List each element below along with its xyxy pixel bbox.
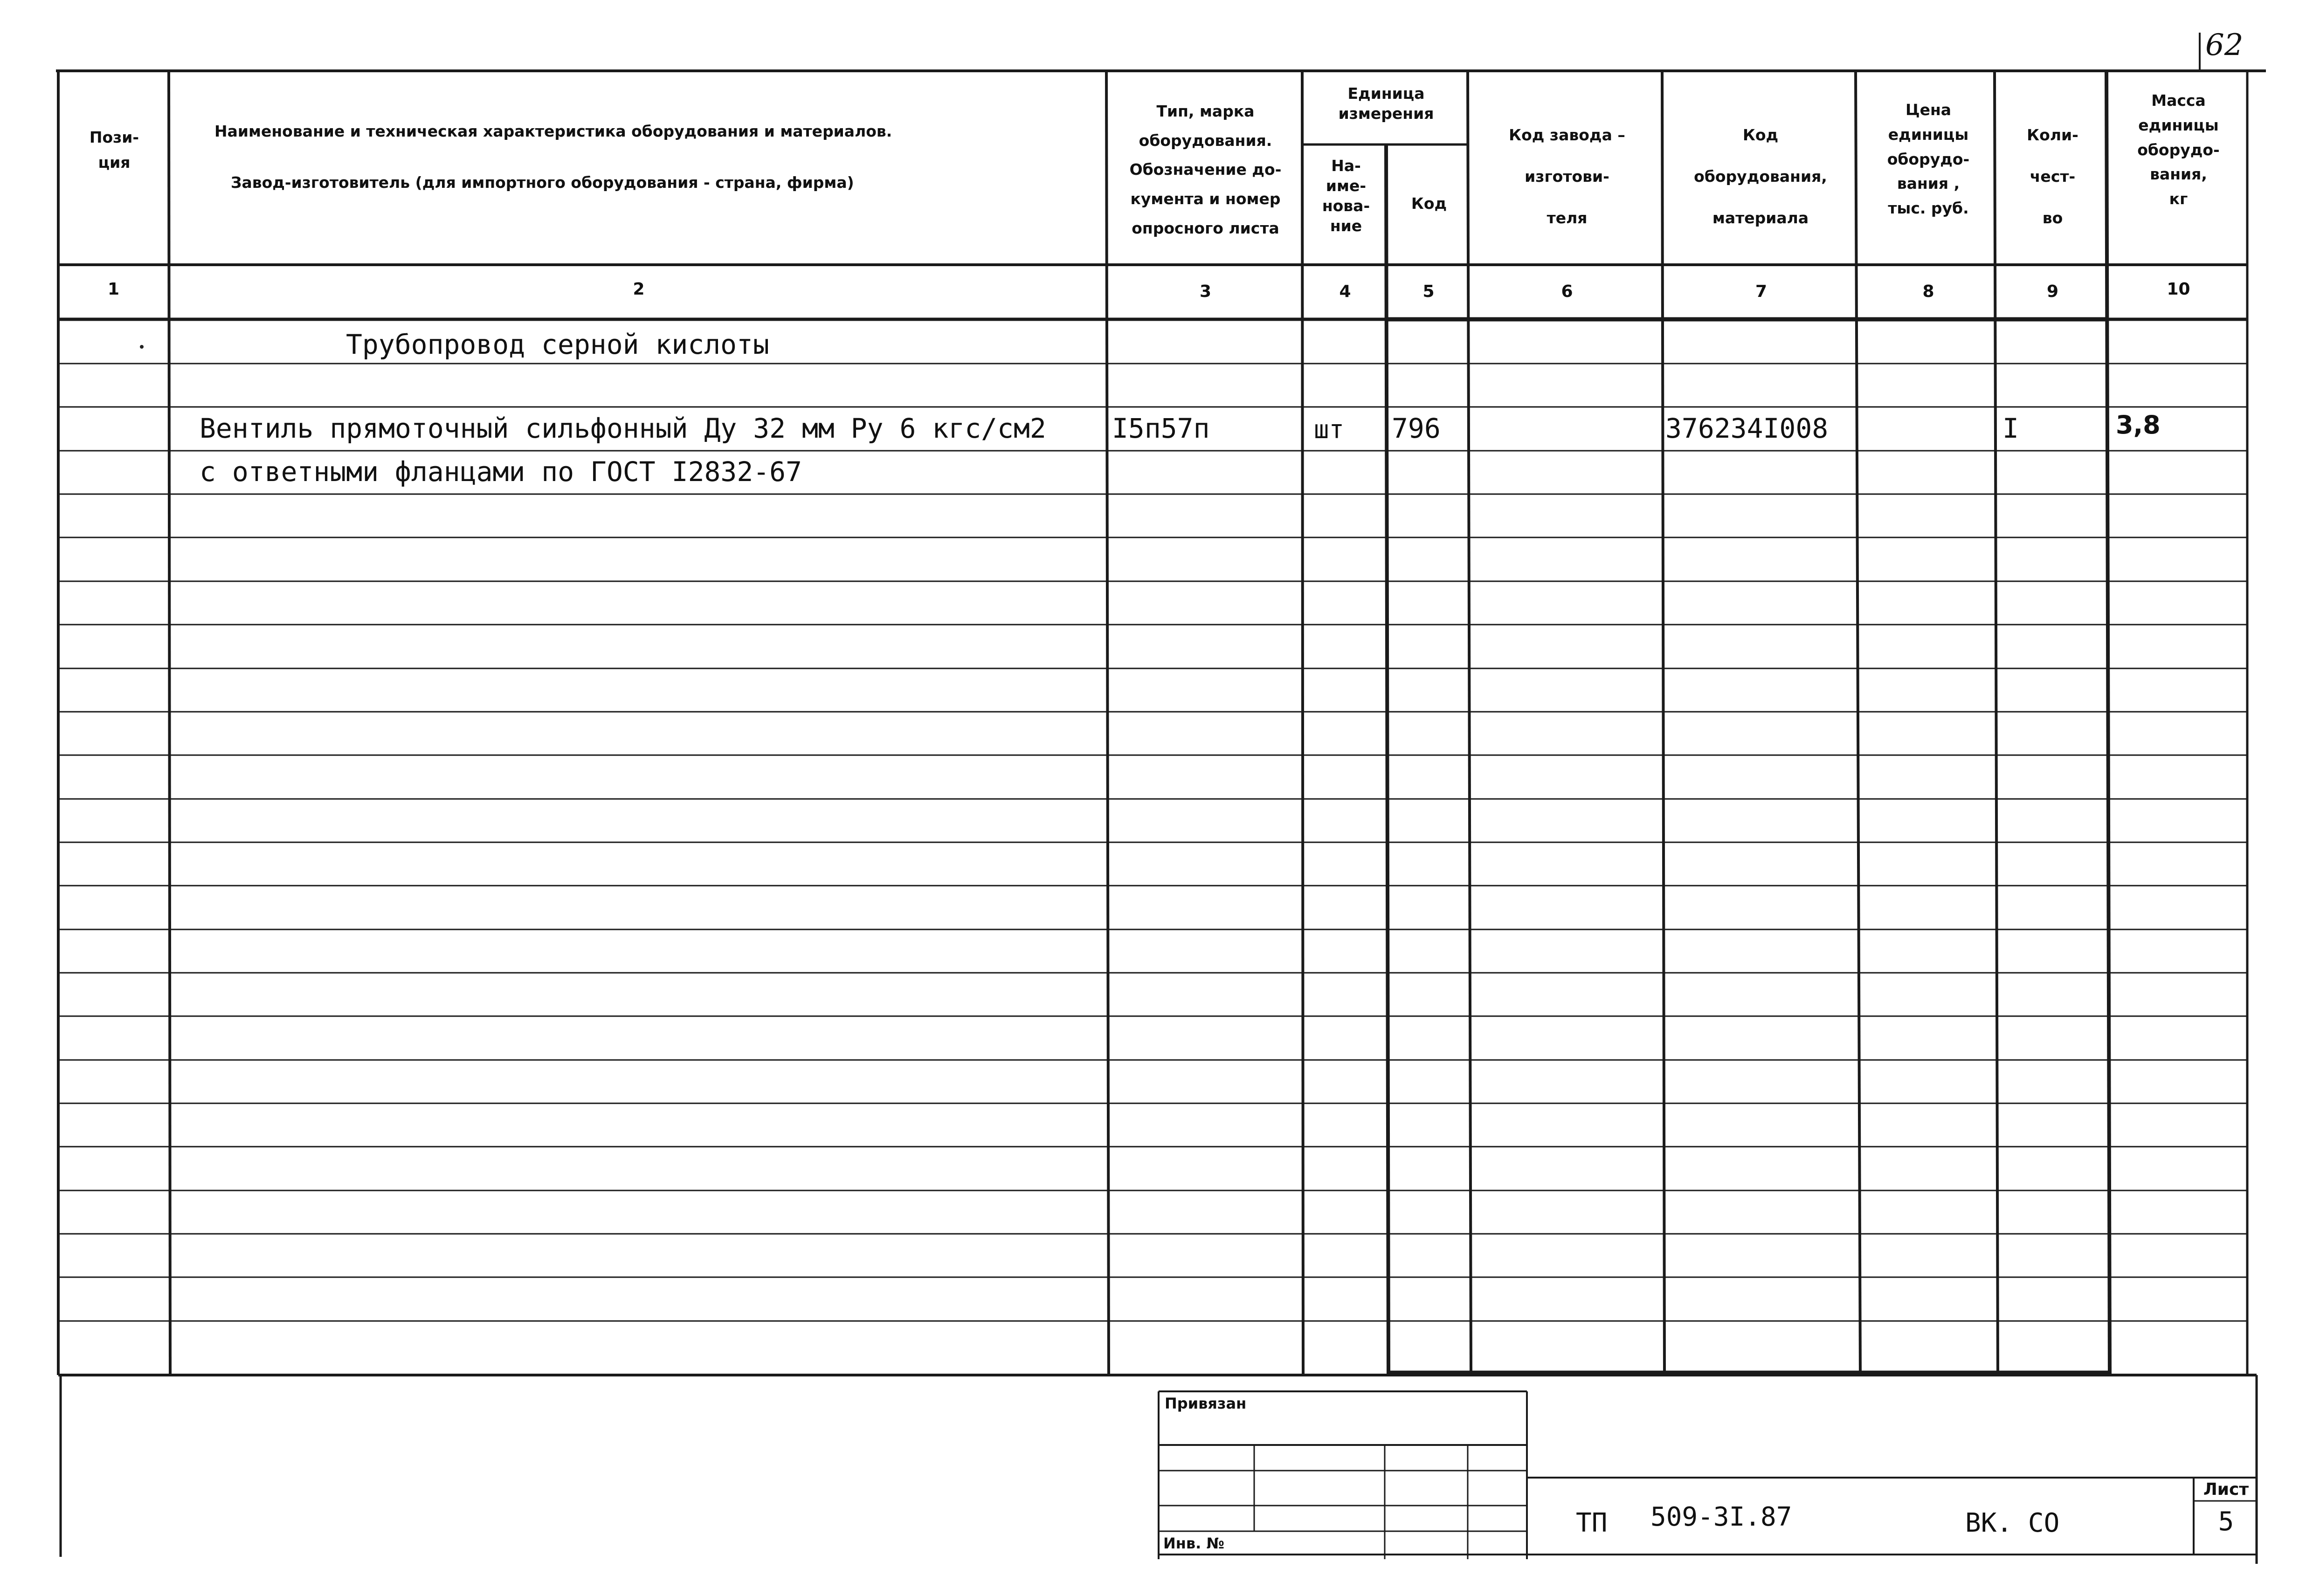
colnum-4: 4 <box>1339 282 1351 301</box>
sheet-mark: 62 <box>2205 28 2244 62</box>
item-name-line2: с ответными фланцами по ГОСТ I2832-67 <box>200 456 802 488</box>
doc-suffix: ВК. СО <box>1965 1508 2060 1538</box>
colnum-5: 5 <box>1422 282 1435 301</box>
header-position: Пози- ция <box>89 128 139 172</box>
colnum-6: 6 <box>1561 282 1573 301</box>
header-type: Тип, марка оборудования. Обозначение до- кумента и номер опросного листа <box>1129 102 1282 237</box>
header-unit-code: Код <box>1411 194 1447 213</box>
colnum-9: 9 <box>2046 282 2059 301</box>
item-mass: 3,8 <box>2116 410 2161 440</box>
header-unit-name: На- име- нова- ние <box>1322 157 1370 235</box>
colnum-2: 2 <box>633 280 645 299</box>
item-unit-code: 796 <box>1392 413 1441 444</box>
header-unit-price: Цена единицы оборудо- вания , тыс. руб. <box>1887 101 1970 218</box>
header-quantity: Коли- чест- во <box>2027 126 2078 227</box>
header-factory-code: Код завода – изготови- теля <box>1509 126 1625 227</box>
header-unit-mass: Масса единицы оборудо- вания, кг <box>2137 91 2220 208</box>
sheet-label: Лист <box>2203 1480 2249 1499</box>
item-unit-name: шт <box>1314 415 1345 444</box>
header-name-line2: Завод-изготовитель (для импортного оборудования - страна, фирма) <box>231 173 854 192</box>
item-name-line1: Вентиль прямоточный сильфонный Ду 32 мм Ру 6 кгс/см2 <box>200 413 1046 444</box>
item-equipment-code: 376234I008 <box>1665 413 1829 444</box>
sheet-number: 5 <box>2218 1507 2234 1537</box>
header-name-line1: Наименование и техническая характеристика оборудования и материалов. <box>214 122 892 140</box>
section-title: Трубопровод серной кислоты <box>346 329 769 360</box>
colnum-1: 1 <box>107 280 120 299</box>
header-equipment-code: Код оборудования, материала <box>1694 126 1827 227</box>
stamp-inv-label: Инв. № <box>1163 1534 1224 1552</box>
item-quantity: I <box>2002 413 2019 444</box>
colnum-10: 10 <box>2167 280 2190 299</box>
colnum-8: 8 <box>1922 282 1934 301</box>
header-unit-group: Единица измерения <box>1338 84 1434 123</box>
doc-prefix: ТП <box>1576 1508 1608 1538</box>
colnum-3: 3 <box>1199 282 1212 301</box>
doc-number: 509-3I.87 <box>1650 1502 1792 1532</box>
colnum-7: 7 <box>1755 282 1768 301</box>
item-type: I5п57п <box>1112 413 1210 444</box>
margin-dot <box>140 345 144 349</box>
stamp-bound-label: Привязан <box>1165 1395 1247 1412</box>
